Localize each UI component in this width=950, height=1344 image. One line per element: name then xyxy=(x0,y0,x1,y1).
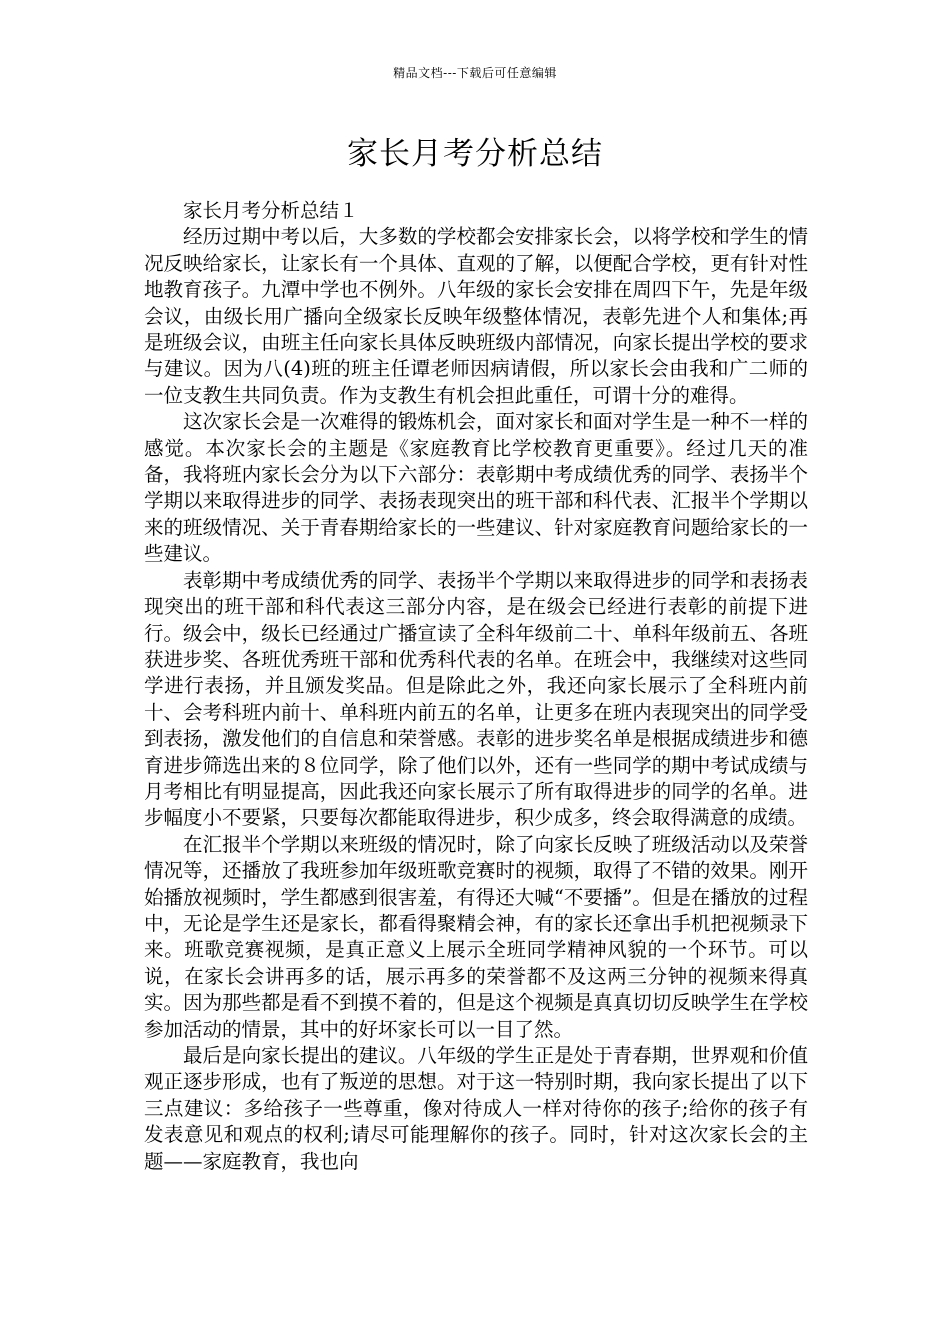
document-title: 家长月考分析总结 xyxy=(347,136,603,172)
document-body xyxy=(144,198,808,1175)
page-header: 精品文档---下载后可任意编辑 xyxy=(393,66,557,80)
paragraph: 经历过期中考以后，大多数的学校都会安排家长会，以将学校和学生的情况反映给家长，让家长有一个具体、直观的了解，以便配合学校，更有针对性地教育孩子。九潭中学也不例外。八年级的家长会安排在周四下午，先是年级会议，由级长用广播向全级家长反映年级整体情况，表彰先进个人和集体;再是班级会议，由班主任向家长具体反映班级内部情况，向家长提出学校的要求与建议。因为八(4)班的班主任谭老师因病请假，所以家长会由我和广二师的一位支教生共同负责。作为支教生有机会担此重任，可谓十分的难得。 xyxy=(144,225,808,407)
paragraph: 这次家长会是一次难得的锻炼机会，面对家长和面对学生是一种不一样的感觉。本次家长会的主题是《家庭教育比学校教育更重要》。经过几天的准备，我将班内家长会分为以下六部分：表彰期中考成绩优秀的同学、表扬半个学期以来取得进步的同学、表扬表现突出的班干部和科代表、汇报半个学期以来的班级情况、关于青春期给家长的一些建议、针对家庭教育问题给家长的一些建议。 xyxy=(144,410,808,566)
paragraph: 最后是向家长提出的建议。八年级的学生正是处于青春期，世界观和价值观正逐步形成，也有了叛逆的思想。对于这一特别时期，我向家长提出了以下三点建议：多给孩子一些尊重，像对待成人一样对待你的孩子;给你的孩子有发表意见和观点的权利;请尽可能理解你的孩子。同时，针对这次家长会的主题——家庭教育，我也向 xyxy=(144,1044,808,1173)
paragraph: 在汇报半个学期以来班级的情况时，除了向家长反映了班级活动以及荣誉情况等，还播放了我班参加年级班歌竞赛时的视频，取得了不错的效果。刚开始播放视频时，学生都感到很害羞，有得还大喊“不要播”。但是在播放的过程中，无论是学生还是家长，都看得聚精会神，有的家长还拿出手机把视频录下来。班歌竞赛视频，是真正意义上展示全班同学精神风貌的一个环节。可以说，在家长会讲再多的话，展示再多的荣誉都不及这两三分钟的视频来得真实。因为那些都是看不到摸不着的，但是这个视频是真真切切反映学生在学校参加活动的情景，其中的好坏家长可以一目了然。 xyxy=(144,832,808,1041)
paragraph: 表彰期中考成绩优秀的同学、表扬半个学期以来取得进步的同学和表扬表现突出的班干部和科代表这三部分内容，是在级会已经进行表彰的前提下进行。级会中，级长已经通过广播宣读了全科年级前二十、单科年级前五、各班获进步奖、各班优秀班干部和优秀科代表的名单。在班会中，我继续对这些同学进行表扬，并且颁发奖品。但是除此之外，我还向家长展示了全科班内前十、会考科班内前十、单科班内前五的名单，让更多在班内表现突出的同学受到表扬，激发他们的自信息和荣誉感。表彰的进步奖名单是根据成绩进步和德育进步筛选出来的８位同学，除了他们以外，还有一些同学的期中考试成绩与月考相比有明显提高，因此我还向家长展示了所有取得进步的同学的名单。进步幅度小不要紧，只要每次都能取得进步，积少成多，终会取得满意的成绩。 xyxy=(144,568,808,830)
document-subtitle: 家长月考分析总结１ xyxy=(183,199,359,222)
